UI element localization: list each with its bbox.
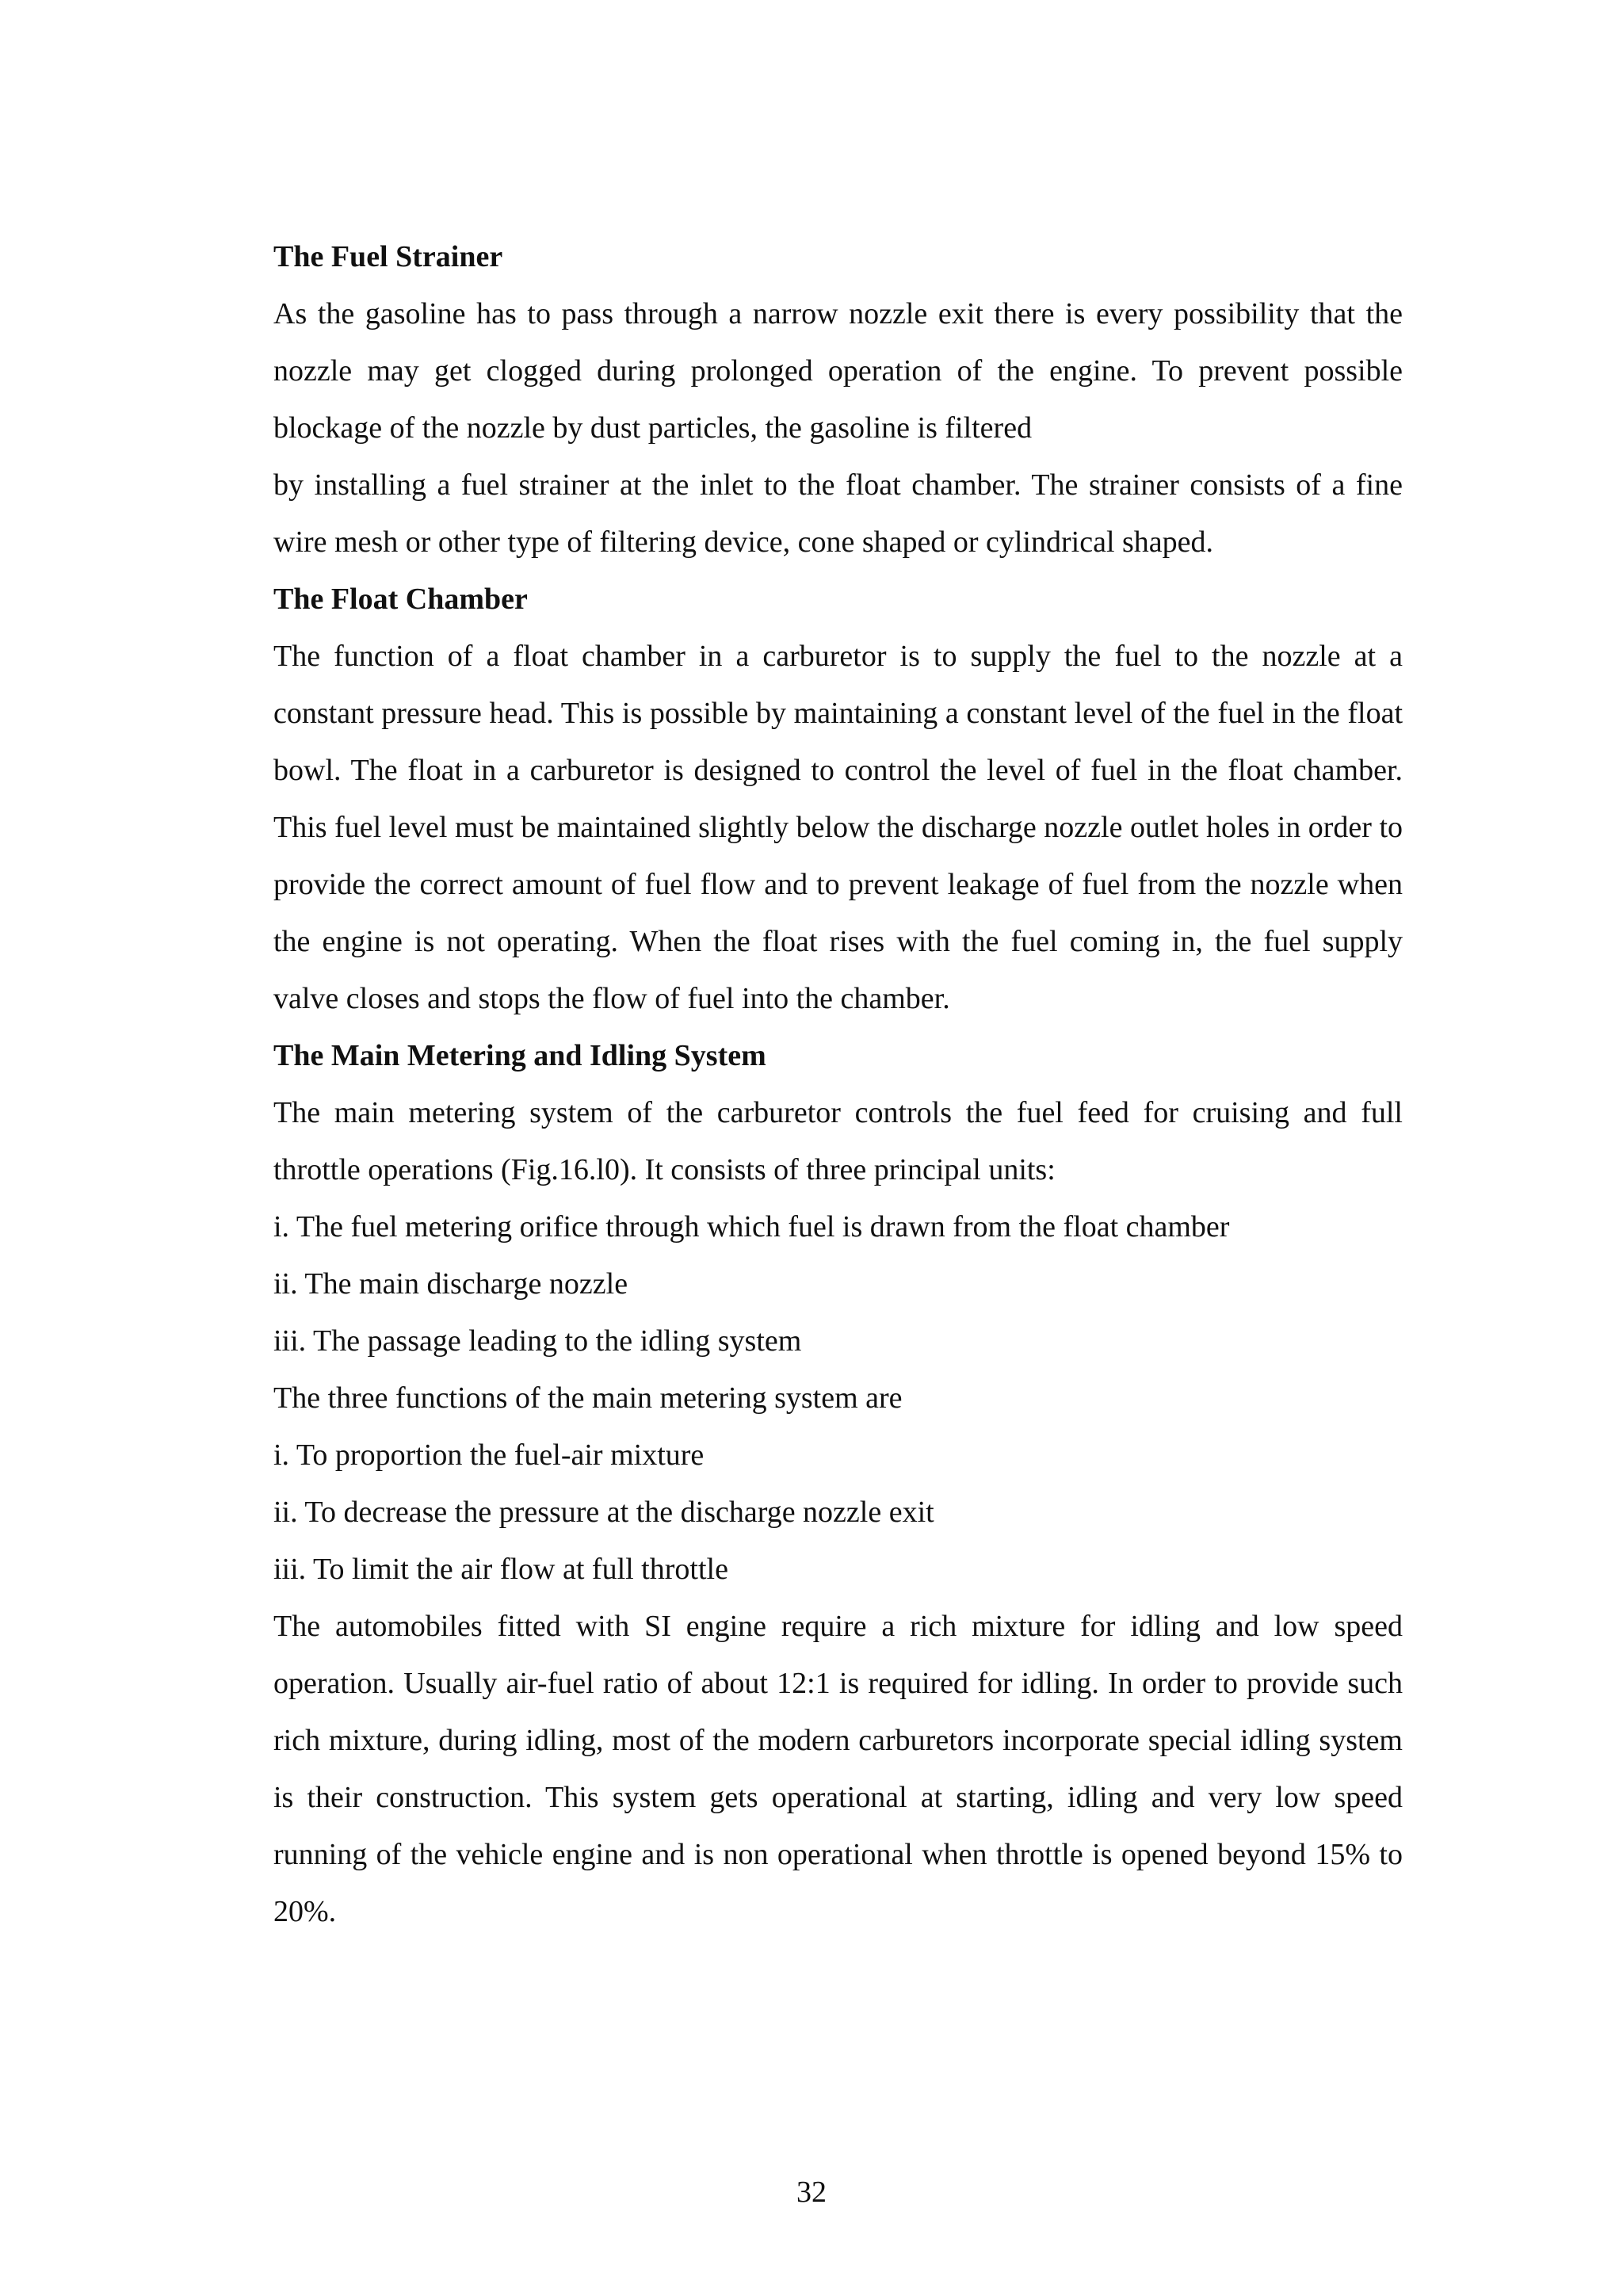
list-item-unit-1: i. The fuel metering orifice through which fuel is drawn from the float chamber [273, 1210, 1230, 1244]
functions-intro: The three functions of the main metering system are [273, 1381, 903, 1415]
heading-float-chamber: The Float Chamber [273, 583, 528, 616]
list-item-function-3: iii. To limit the air flow at full throttle [273, 1553, 728, 1586]
heading-fuel-strainer: The Fuel Strainer [273, 240, 503, 273]
paragraph-float-chamber: The function of a float chamber in a carburetor is to supply the fuel to the nozzle at a constant pressure head. This is possible by maintaining a constant level of the fuel in the float bowl. The float in a carburetor is designed to control the level of fuel in the float chamber. This fuel level must be maintained slightly below the discharge nozzle outlet holes in order to provide the correct amount of fuel flow and to prevent leakage of fuel from the nozzle when the engine is not operating. When the float rises with the fuel coming in, the fuel supply valve closes and stops the flow of fuel into the chamber. [273, 640, 1403, 1015]
list-item-unit-2: ii. The main discharge nozzle [273, 1267, 628, 1301]
paragraph-fuel-strainer-2: by installing a fuel strainer at the inlet to the float chamber. The strainer consists of a fine wire mesh or other type of filtering device, cone shaped or cylindrical shaped. [273, 468, 1403, 559]
page-body [273, 228, 1403, 1940]
paragraph-fuel-strainer-1: As the gasoline has to pass through a narrow nozzle exit there is every possibility that the nozzle may get clogged during prolonged operation of the engine. To prevent possible blockage of the nozzle by dust particles, the gasoline is filtered [273, 297, 1403, 445]
paragraph-main-metering-intro: The main metering system of the carburetor controls the fuel feed for cruising and full throttle operations (Fig.16.l0). It consists of three principal units: [273, 1096, 1403, 1186]
list-item-unit-3: iii. The passage leading to the idling system [273, 1324, 802, 1358]
page-number: 32 [796, 2176, 827, 2209]
list-item-function-1: i. To proportion the fuel-air mixture [273, 1438, 705, 1472]
paragraph-idling: The automobiles fitted with SI engine require a rich mixture for idling and low speed operation. Usually air-fuel ratio of about 12:1 is required for idling. In order to provide such rich mixture, during idling, most of the modern carburetors incorporate special idling system is their construction. This system gets operational at starting, idling and very low speed running of the vehicle engine and is non operational when throttle is opened beyond 15% to 20%. [273, 1610, 1403, 1928]
list-item-function-2: ii. To decrease the pressure at the discharge nozzle exit [273, 1496, 934, 1529]
heading-main-metering: The Main Metering and Idling System [273, 1039, 766, 1072]
